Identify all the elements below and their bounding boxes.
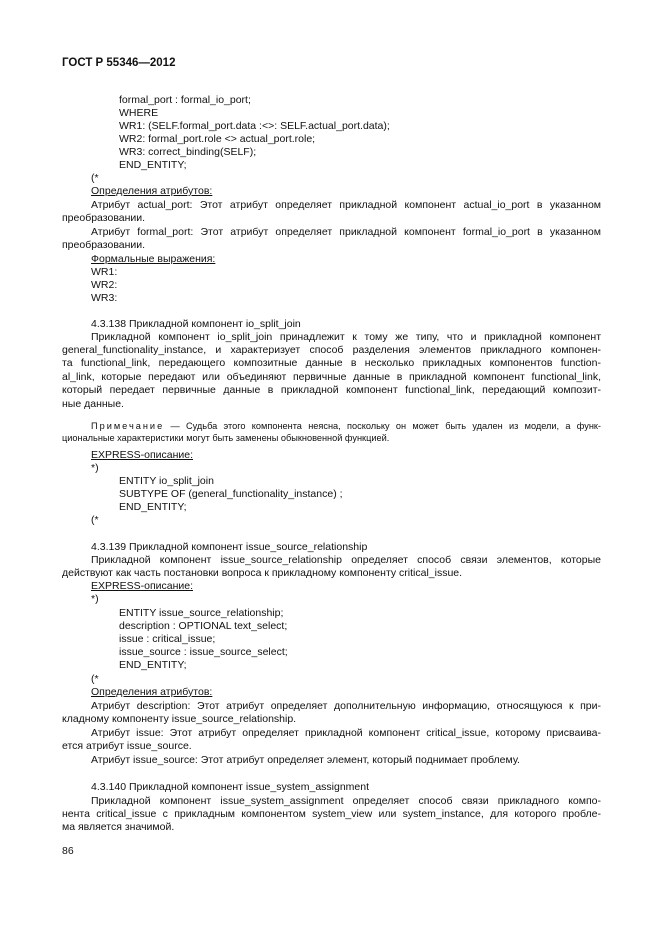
rule-label: WR1:: [91, 266, 118, 278]
section-title: 4.3.139 Прикладной компонент issue_source_relationship: [91, 541, 368, 553]
section-title: 4.3.138 Прикладной компонент io_split_join: [91, 318, 301, 330]
page-number: 86: [62, 845, 74, 857]
section-paragraph-cont: действуют как часть постановки вопроса к прикладному компоненту critical_issue.: [62, 567, 463, 579]
section-title: 4.3.140 Прикладной компонент issue_system_assignment: [91, 781, 370, 793]
note-label: Примечание: [91, 421, 165, 431]
code-line: issue_source : issue_source_select;: [119, 646, 288, 658]
section-paragraph: Прикладной компонент io_split_join принадлежит к тому же типу, что и прикладной компонент: [91, 331, 601, 343]
attribute-definition: Атрибут actual_port: Этот атрибут определяет прикладной компонент actual_io_port в указанном: [91, 199, 601, 211]
code-line: description : OPTIONAL text_select;: [119, 620, 288, 632]
note: Примечание — Судьба этого компонента неясна, поскольку он может быть удален из модели, а функ-: [91, 421, 601, 431]
code-line: END_ENTITY;: [119, 159, 187, 171]
attribute-definition: Атрибут description: Этот атрибут определяет дополнительную информацию, относящуюся к при-: [91, 700, 601, 712]
code-line: WHERE: [119, 107, 159, 119]
code-line: WR1: (SELF.formal_port.data :<>: SELF.actual_port.data);: [119, 120, 390, 132]
section-paragraph-cont: general_functionality_instance, и характеризует способ разделения элементов прикладного компонен- та functional_link, передающего композитные данные в несколько прикладных компонентов function- al_link, которые передают или объединяют первичные данные в прикладной компонент functional_link, который передает первичные данные в прикладной компонент functional_link, передающий композит- ные данные.: [62, 344, 601, 410]
comment-close: *): [91, 462, 99, 474]
code-line: issue : critical_issue;: [119, 633, 216, 645]
formal-expressions-heading: Формальные выражения:: [91, 253, 216, 265]
comment-open: (*: [91, 514, 99, 526]
attribute-definition-cont: преобразовании.: [62, 239, 146, 251]
comment-open: (*: [91, 673, 99, 685]
attribute-definition: Атрибут formal_port: Этот атрибут определяет прикладной компонент formal_io_port в указанном: [91, 226, 601, 238]
section-paragraph-cont: нента critical_issue с прикладным компонентом system_view или system_instance, для которого пробле- ма является значимой.: [62, 808, 601, 834]
code-line: ENTITY io_split_join: [119, 475, 214, 487]
section-paragraph: Прикладной компонент issue_system_assignment определяет способ связи прикладного компо-: [91, 795, 601, 807]
rule-label: WR2:: [91, 279, 118, 291]
attribute-definition-cont: ется атрибут issue_source.: [62, 740, 192, 752]
note-cont: циональные характеристики могут быть заменены обыкновенной функцией.: [62, 433, 390, 443]
code-line: WR3: correct_binding(SELF);: [119, 146, 257, 158]
comment-open: (*: [91, 172, 99, 184]
attribute-definition: Атрибут issue_source: Этот атрибут определяет элемент, который поднимает проблему.: [91, 754, 520, 766]
attribute-definition-cont: преобразовании.: [62, 212, 146, 224]
attribute-definition: Атрибут issue: Этот атрибут определяет прикладной компонент critical_issue, которому присваива-: [91, 727, 601, 739]
attributes-heading: Определения атрибутов:: [91, 686, 213, 698]
page-header: ГОСТ Р 55346—2012: [62, 57, 176, 69]
code-line: WR2: formal_port.role <> actual_port.role;: [119, 133, 316, 145]
attributes-heading: Определения атрибутов:: [91, 185, 213, 197]
code-line: ENTITY issue_source_relationship;: [119, 607, 284, 619]
attribute-definition-cont: кладному компоненту issue_source_relationship.: [62, 713, 297, 725]
code-line: END_ENTITY;: [119, 659, 187, 671]
code-line: formal_port : formal_io_port;: [119, 94, 251, 106]
code-line: SUBTYPE OF (general_functionality_instance) ;: [119, 488, 343, 500]
express-heading: EXPRESS-описание:: [91, 449, 194, 461]
rule-label: WR3:: [91, 292, 118, 304]
comment-close: *): [91, 593, 99, 605]
code-line: END_ENTITY;: [119, 501, 187, 513]
express-heading: EXPRESS-описание:: [91, 580, 194, 592]
section-paragraph: Прикладной компонент issue_source_relationship определяет способ связи элементов, которые: [91, 554, 601, 566]
